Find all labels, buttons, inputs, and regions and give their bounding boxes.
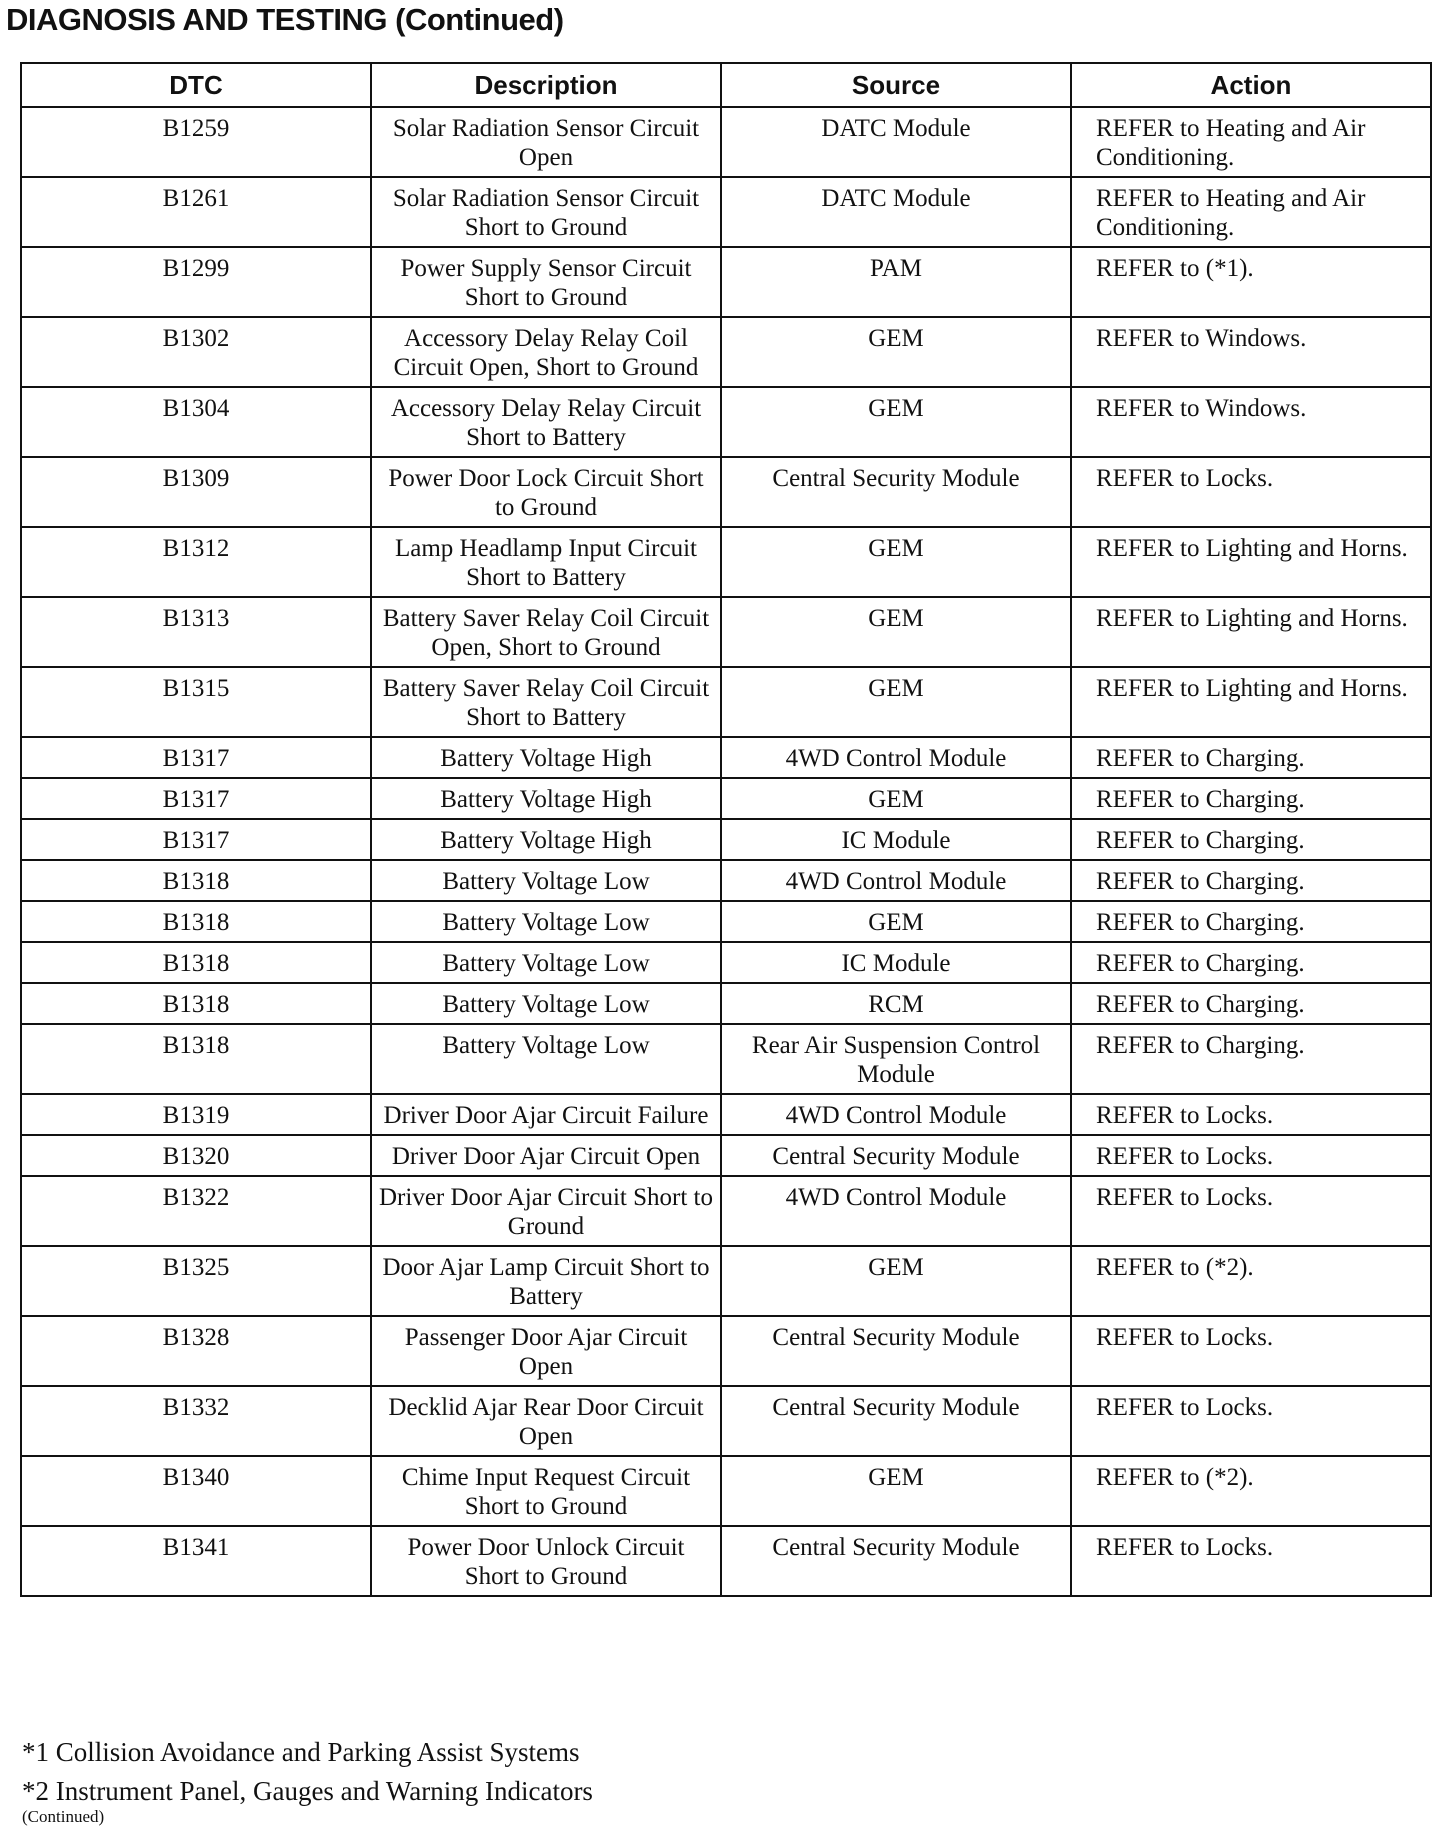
description-cell: Battery Saver Relay Coil Circuit Short to Battery xyxy=(371,667,721,737)
table-row xyxy=(21,1526,1431,1596)
dtc-cell: B1318 xyxy=(21,983,371,1024)
dtc-cell: B1317 xyxy=(21,819,371,860)
source-cell: GEM xyxy=(721,778,1071,819)
source-cell: Central Security Module xyxy=(721,1316,1071,1386)
source-cell: IC Module xyxy=(721,819,1071,860)
source-cell: IC Module xyxy=(721,942,1071,983)
source-cell: GEM xyxy=(721,1246,1071,1316)
dtc-cell: B1299 xyxy=(21,247,371,317)
description-cell: Battery Voltage Low xyxy=(371,983,721,1024)
source-cell: 4WD Control Module xyxy=(721,860,1071,901)
action-cell: REFER to Charging. xyxy=(1071,778,1431,819)
dtc-cell: B1317 xyxy=(21,778,371,819)
description-cell: Lamp Headlamp Input Circuit Short to Battery xyxy=(371,527,721,597)
action-cell: REFER to Lighting and Horns. xyxy=(1071,527,1431,597)
dtc-cell: B1318 xyxy=(21,901,371,942)
description-cell: Power Door Lock Circuit Short to Ground xyxy=(371,457,721,527)
action-cell: REFER to Charging. xyxy=(1071,860,1431,901)
table-row xyxy=(21,942,1431,983)
table-row xyxy=(21,1135,1431,1176)
source-cell: GEM xyxy=(721,1456,1071,1526)
page-title: DIAGNOSIS AND TESTING (Continued) xyxy=(6,2,564,37)
header-action: Action xyxy=(1071,63,1431,107)
table-row xyxy=(21,1024,1431,1094)
source-cell: RCM xyxy=(721,983,1071,1024)
table-row xyxy=(21,860,1431,901)
description-cell: Driver Door Ajar Circuit Short to Ground xyxy=(371,1176,721,1246)
source-cell: 4WD Control Module xyxy=(721,1176,1071,1246)
table-body xyxy=(21,107,1431,1596)
table-row xyxy=(21,597,1431,667)
dtc-cell: B1322 xyxy=(21,1176,371,1246)
footnote-2: *2 Instrument Panel, Gauges and Warning Indicators xyxy=(22,1776,593,1806)
source-cell: GEM xyxy=(721,667,1071,737)
action-cell: REFER to Locks. xyxy=(1071,1526,1431,1596)
source-cell: GEM xyxy=(721,527,1071,597)
source-cell: 4WD Control Module xyxy=(721,1094,1071,1135)
source-cell: Rear Air Suspension Control Module xyxy=(721,1024,1071,1094)
description-cell: Power Supply Sensor Circuit Short to Ground xyxy=(371,247,721,317)
dtc-table xyxy=(20,62,1432,1597)
table-row xyxy=(21,1456,1431,1526)
source-cell: DATC Module xyxy=(721,177,1071,247)
action-cell: REFER to Charging. xyxy=(1071,901,1431,942)
table-row xyxy=(21,1176,1431,1246)
table-row xyxy=(21,1246,1431,1316)
action-cell: REFER to Locks. xyxy=(1071,1094,1431,1135)
source-cell: DATC Module xyxy=(721,107,1071,177)
table-row xyxy=(21,983,1431,1024)
dtc-cell: B1313 xyxy=(21,597,371,667)
description-cell: Battery Voltage Low xyxy=(371,901,721,942)
action-cell: REFER to Heating and Air Conditioning. xyxy=(1071,107,1431,177)
footnote-1: *1 Collision Avoidance and Parking Assist Systems xyxy=(22,1737,580,1767)
dtc-cell: B1328 xyxy=(21,1316,371,1386)
table-header-row xyxy=(21,63,1431,107)
table-row xyxy=(21,667,1431,737)
table-row xyxy=(21,1386,1431,1456)
dtc-cell: B1318 xyxy=(21,860,371,901)
dtc-cell: B1319 xyxy=(21,1094,371,1135)
dtc-cell: B1317 xyxy=(21,737,371,778)
source-cell: PAM xyxy=(721,247,1071,317)
action-cell: REFER to Locks. xyxy=(1071,457,1431,527)
action-cell: REFER to Locks. xyxy=(1071,1386,1431,1456)
table-row xyxy=(21,819,1431,860)
action-cell: REFER to (*1). xyxy=(1071,247,1431,317)
source-cell: Central Security Module xyxy=(721,1526,1071,1596)
continued-label: (Continued) xyxy=(22,1807,105,1826)
table-row xyxy=(21,778,1431,819)
action-cell: REFER to Windows. xyxy=(1071,387,1431,457)
footnotes xyxy=(22,1733,593,1811)
table-row xyxy=(21,457,1431,527)
action-cell: REFER to Lighting and Horns. xyxy=(1071,597,1431,667)
action-cell: REFER to Locks. xyxy=(1071,1176,1431,1246)
dtc-cell: B1309 xyxy=(21,457,371,527)
action-cell: REFER to Charging. xyxy=(1071,983,1431,1024)
description-cell: Power Door Unlock Circuit Short to Ground xyxy=(371,1526,721,1596)
action-cell: REFER to Lighting and Horns. xyxy=(1071,667,1431,737)
table-row xyxy=(21,177,1431,247)
description-cell: Chime Input Request Circuit Short to Ground xyxy=(371,1456,721,1526)
source-cell: Central Security Module xyxy=(721,457,1071,527)
action-cell: REFER to Charging. xyxy=(1071,942,1431,983)
description-cell: Battery Voltage High xyxy=(371,737,721,778)
source-cell: Central Security Module xyxy=(721,1135,1071,1176)
action-cell: REFER to Charging. xyxy=(1071,819,1431,860)
description-cell: Battery Saver Relay Coil Circuit Open, Short to Ground xyxy=(371,597,721,667)
table-row xyxy=(21,1316,1431,1386)
header-description: Description xyxy=(371,63,721,107)
dtc-cell: B1304 xyxy=(21,387,371,457)
dtc-cell: B1315 xyxy=(21,667,371,737)
source-cell: 4WD Control Module xyxy=(721,737,1071,778)
action-cell: REFER to Charging. xyxy=(1071,1024,1431,1094)
dtc-cell: B1318 xyxy=(21,1024,371,1094)
action-cell: REFER to Windows. xyxy=(1071,317,1431,387)
description-cell: Driver Door Ajar Circuit Failure xyxy=(371,1094,721,1135)
action-cell: REFER to Locks. xyxy=(1071,1135,1431,1176)
action-cell: REFER to (*2). xyxy=(1071,1456,1431,1526)
table-row xyxy=(21,387,1431,457)
dtc-cell: B1341 xyxy=(21,1526,371,1596)
description-cell: Decklid Ajar Rear Door Circuit Open xyxy=(371,1386,721,1456)
table-row xyxy=(21,247,1431,317)
header-dtc: DTC xyxy=(21,63,371,107)
source-cell: GEM xyxy=(721,317,1071,387)
source-cell: GEM xyxy=(721,901,1071,942)
dtc-cell: B1320 xyxy=(21,1135,371,1176)
action-cell: REFER to Locks. xyxy=(1071,1316,1431,1386)
table-row xyxy=(21,901,1431,942)
source-cell: GEM xyxy=(721,597,1071,667)
description-cell: Battery Voltage Low xyxy=(371,942,721,983)
header-source: Source xyxy=(721,63,1071,107)
table-row xyxy=(21,317,1431,387)
description-cell: Door Ajar Lamp Circuit Short to Battery xyxy=(371,1246,721,1316)
description-cell: Accessory Delay Relay Circuit Short to Battery xyxy=(371,387,721,457)
dtc-cell: B1312 xyxy=(21,527,371,597)
description-cell: Accessory Delay Relay Coil Circuit Open, Short to Ground xyxy=(371,317,721,387)
description-cell: Driver Door Ajar Circuit Open xyxy=(371,1135,721,1176)
description-cell: Passenger Door Ajar Circuit Open xyxy=(371,1316,721,1386)
action-cell: REFER to (*2). xyxy=(1071,1246,1431,1316)
source-cell: Central Security Module xyxy=(721,1386,1071,1456)
table-row xyxy=(21,107,1431,177)
dtc-cell: B1302 xyxy=(21,317,371,387)
description-cell: Solar Radiation Sensor Circuit Open xyxy=(371,107,721,177)
dtc-cell: B1332 xyxy=(21,1386,371,1456)
description-cell: Battery Voltage Low xyxy=(371,860,721,901)
description-cell: Battery Voltage High xyxy=(371,819,721,860)
dtc-cell: B1261 xyxy=(21,177,371,247)
dtc-cell: B1340 xyxy=(21,1456,371,1526)
description-cell: Battery Voltage High xyxy=(371,778,721,819)
table-row xyxy=(21,1094,1431,1135)
action-cell: REFER to Charging. xyxy=(1071,737,1431,778)
source-cell: GEM xyxy=(721,387,1071,457)
table-row xyxy=(21,737,1431,778)
description-cell: Solar Radiation Sensor Circuit Short to Ground xyxy=(371,177,721,247)
table-row xyxy=(21,527,1431,597)
dtc-cell: B1318 xyxy=(21,942,371,983)
description-cell: Battery Voltage Low xyxy=(371,1024,721,1094)
dtc-cell: B1325 xyxy=(21,1246,371,1316)
dtc-cell: B1259 xyxy=(21,107,371,177)
action-cell: REFER to Heating and Air Conditioning. xyxy=(1071,177,1431,247)
